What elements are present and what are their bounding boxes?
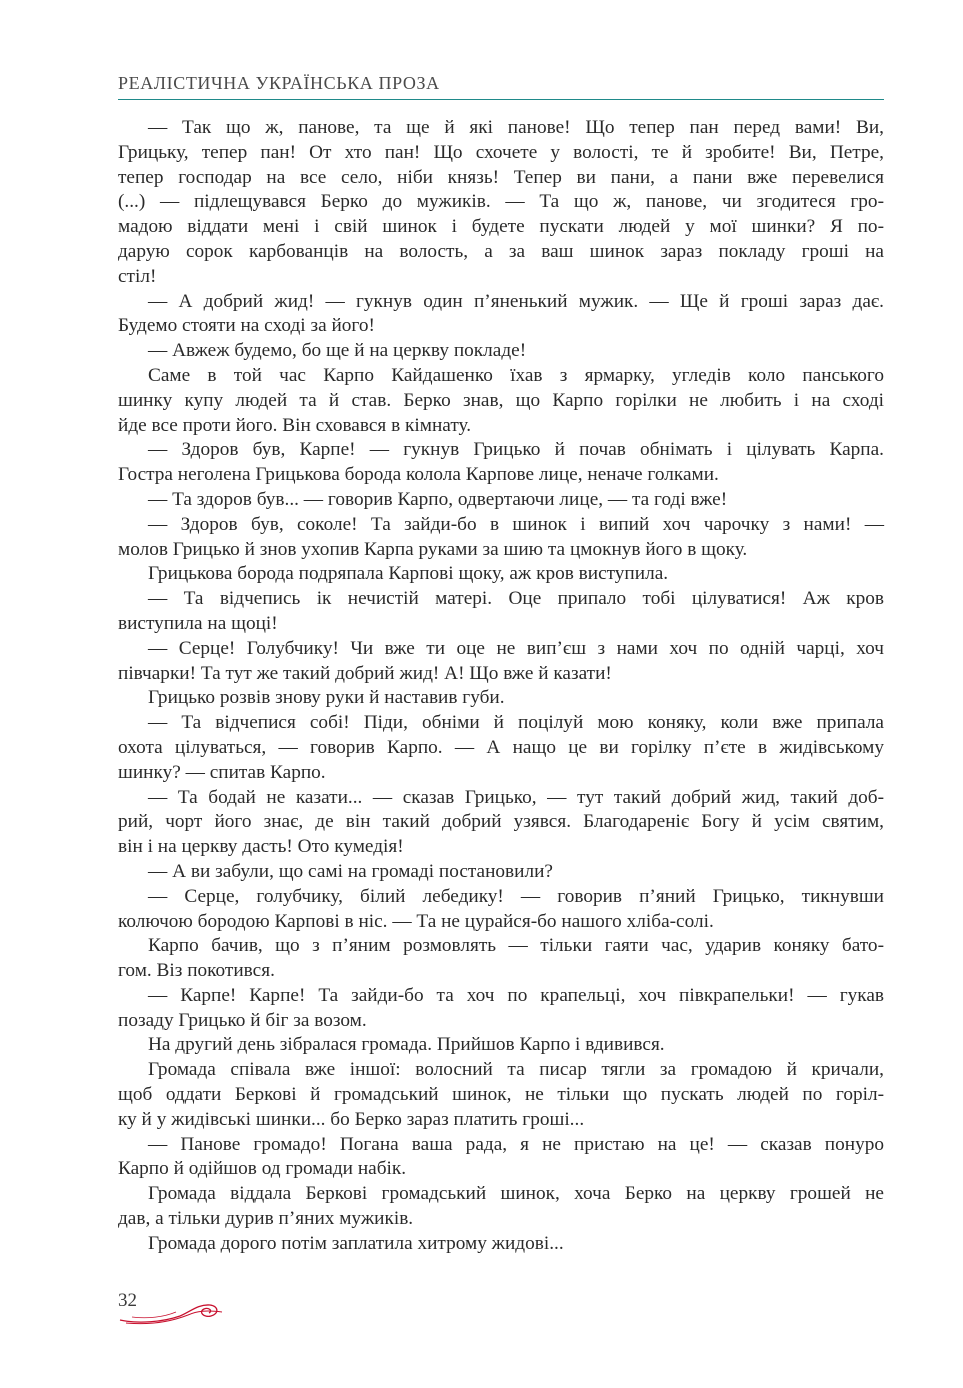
text-line: шинку купу людей та й став. Берко знав, що Карпо горілки не любить і на сході — [118, 389, 884, 411]
text-line: — Панове громадо! Погана ваша рада, я не пристаю на це! — сказав понуро — [148, 1133, 884, 1155]
text-line: півчарки! Та тут же такий добрий жид! А! Що вже й казати! — [118, 662, 612, 684]
text-line: — Здоров був, Карпе! — гукнув Грицько й почав обнімать і цілувать Карпа. — [148, 439, 884, 461]
text-line: рий, чорт його знає, де він такий добрий узявся. Благодареніє Богу й усім святим, — [118, 811, 884, 833]
flourish-ornament — [118, 1298, 228, 1328]
text-line: гом. Віз покотився. — [118, 960, 275, 982]
text-line: ку й у жидівські шинки... бо Берко зараз платить гроші... — [118, 1108, 585, 1130]
text-line: — А ви забули, що самі на громаді постановили? — [148, 860, 553, 882]
text-line: — Та відчепися собі! Піди, обніми й поцілуй мою коняку, коли вже припала — [148, 712, 884, 734]
text-line: — А добрий жид! — гукнув один п’яненький мужик. — Ще й гроші зараз дає. — [148, 290, 884, 312]
text-line: охота цілуваться, — говорив Карпо. — А нащо це ви горілку п’єте в жидівському — [118, 736, 884, 758]
text-line: мадою віддати мені і свій шинок і будете пускати людей у мої шинки? Я по- — [118, 216, 884, 238]
text-line: Грицько розвів знову руки й наставив губи. — [148, 687, 505, 709]
text-line: — Так що ж, панове, та ще й які панове! Що тепер пан перед вами! Ви, — [148, 117, 884, 138]
text-line: колючою бородою Карпові в ніс. — Та не цурайся-бо нашого хліба-солі. — [118, 910, 714, 932]
page-footer — [118, 1290, 258, 1330]
text-line: — Здоров був, соколе! Та зайди-бо в шинок і випий хоч чарочку з нами! — — [148, 513, 884, 535]
text-line: — Та відчепись ік нечистій матері. Оце припало тобі цілуватися! Аж кров — [148, 588, 884, 610]
running-header — [118, 70, 884, 100]
text-line: шинку? — спитав Карпо. — [118, 761, 326, 783]
text-line: Будемо стояти на сході за його! — [118, 315, 375, 337]
text-line: Гостра неголена Грицькова борода колола Карпове лице, неначе голками. — [118, 464, 719, 486]
text-line: виступила на щоці! — [118, 612, 278, 634]
text-line: — Серце, голубчику, білий лебедику! — говорив п’яний Грицько, тикнувши — [148, 885, 884, 907]
text-line: — Та здоров був... — говорив Карпо, одвертаючи лице, — та годі вже! — [148, 488, 728, 510]
running-header-title: РЕАЛІСТИЧНА УКРАЇНСЬКА ПРОЗА — [118, 73, 440, 93]
text-line: щоб оддати Беркові й громадський шинок, не тільки що пускать людей по горіл- — [118, 1084, 884, 1106]
text-line: Громада дорого потім заплатила хитрому жидові... — [148, 1232, 564, 1254]
text-line: стіл! — [118, 265, 157, 287]
text-line: — Авжеж будемо, бо ще й на церкву покладе! — [148, 340, 527, 362]
text-line: — Серце! Голубчику! Чи вже ти оце не вип’єш з нами хоч по одній чарці, хоч — [148, 637, 884, 659]
text-line: дарую сорок карбованців на волость, а за ваш шинок зараз покладу гроші на — [118, 240, 884, 262]
text-line: Саме в той час Карпо Кайдашенко їхав з ярмарку, угледів коло панського — [148, 364, 884, 386]
text-line: Грицькова борода подряпала Карпові щоку, аж кров виступила. — [148, 563, 669, 585]
text-line: він і на церкву дасть! Ото кумедія! — [118, 836, 404, 858]
page-number: 32 — [118, 1290, 137, 1311]
body-text — [118, 116, 884, 1257]
text-line: — Карпе! Карпе! Та зайди-бо та хоч по крапельці, хоч півкрапельки! — гукав — [148, 984, 884, 1006]
text-line: — Та бодай не казати... — сказав Грицько, — тут такий добрий жид, такий доб- — [148, 786, 884, 808]
text-line: На другий день зібралася громада. Прийшов Карпо і вдивився. — [148, 1034, 665, 1056]
text-line: дав, а тільки дурив п’яних мужиків. — [118, 1208, 414, 1230]
text-line: позаду Грицько й біг за возом. — [118, 1009, 367, 1031]
text-line: Карпо й одійшов од громади набік. — [118, 1158, 407, 1180]
text-line: молов Грицько й знов ухопив Карпа руками за шию та цмокнув його в щоку. — [118, 538, 748, 560]
text-line: йде все проти його. Він сховався в кімнату. — [118, 414, 472, 436]
text-line: (...) — підлещувався Берко до мужиків. — Та що ж, панове, чи згодитеся гро- — [118, 191, 884, 213]
text-line: тепер господар на все село, ніби князь! Тепер ви пани, а пани вже перевелися — [118, 166, 884, 188]
text-line: Громада віддала Беркові громадський шинок, хоча Берко на церкву грошей не — [148, 1183, 884, 1205]
text-line: Карпо бачив, що з п’яним розмовлять — тільки гаяти час, ударив коняку бато- — [148, 935, 884, 957]
text-line: Громада співала вже іншої: волосний та писар тягли за громадою й кричали, — [148, 1059, 884, 1081]
text-line: Грицьку, тепер пан! От хто пан! Що схочете у волості, те й зробите! Ви, Петре, — [118, 141, 884, 163]
